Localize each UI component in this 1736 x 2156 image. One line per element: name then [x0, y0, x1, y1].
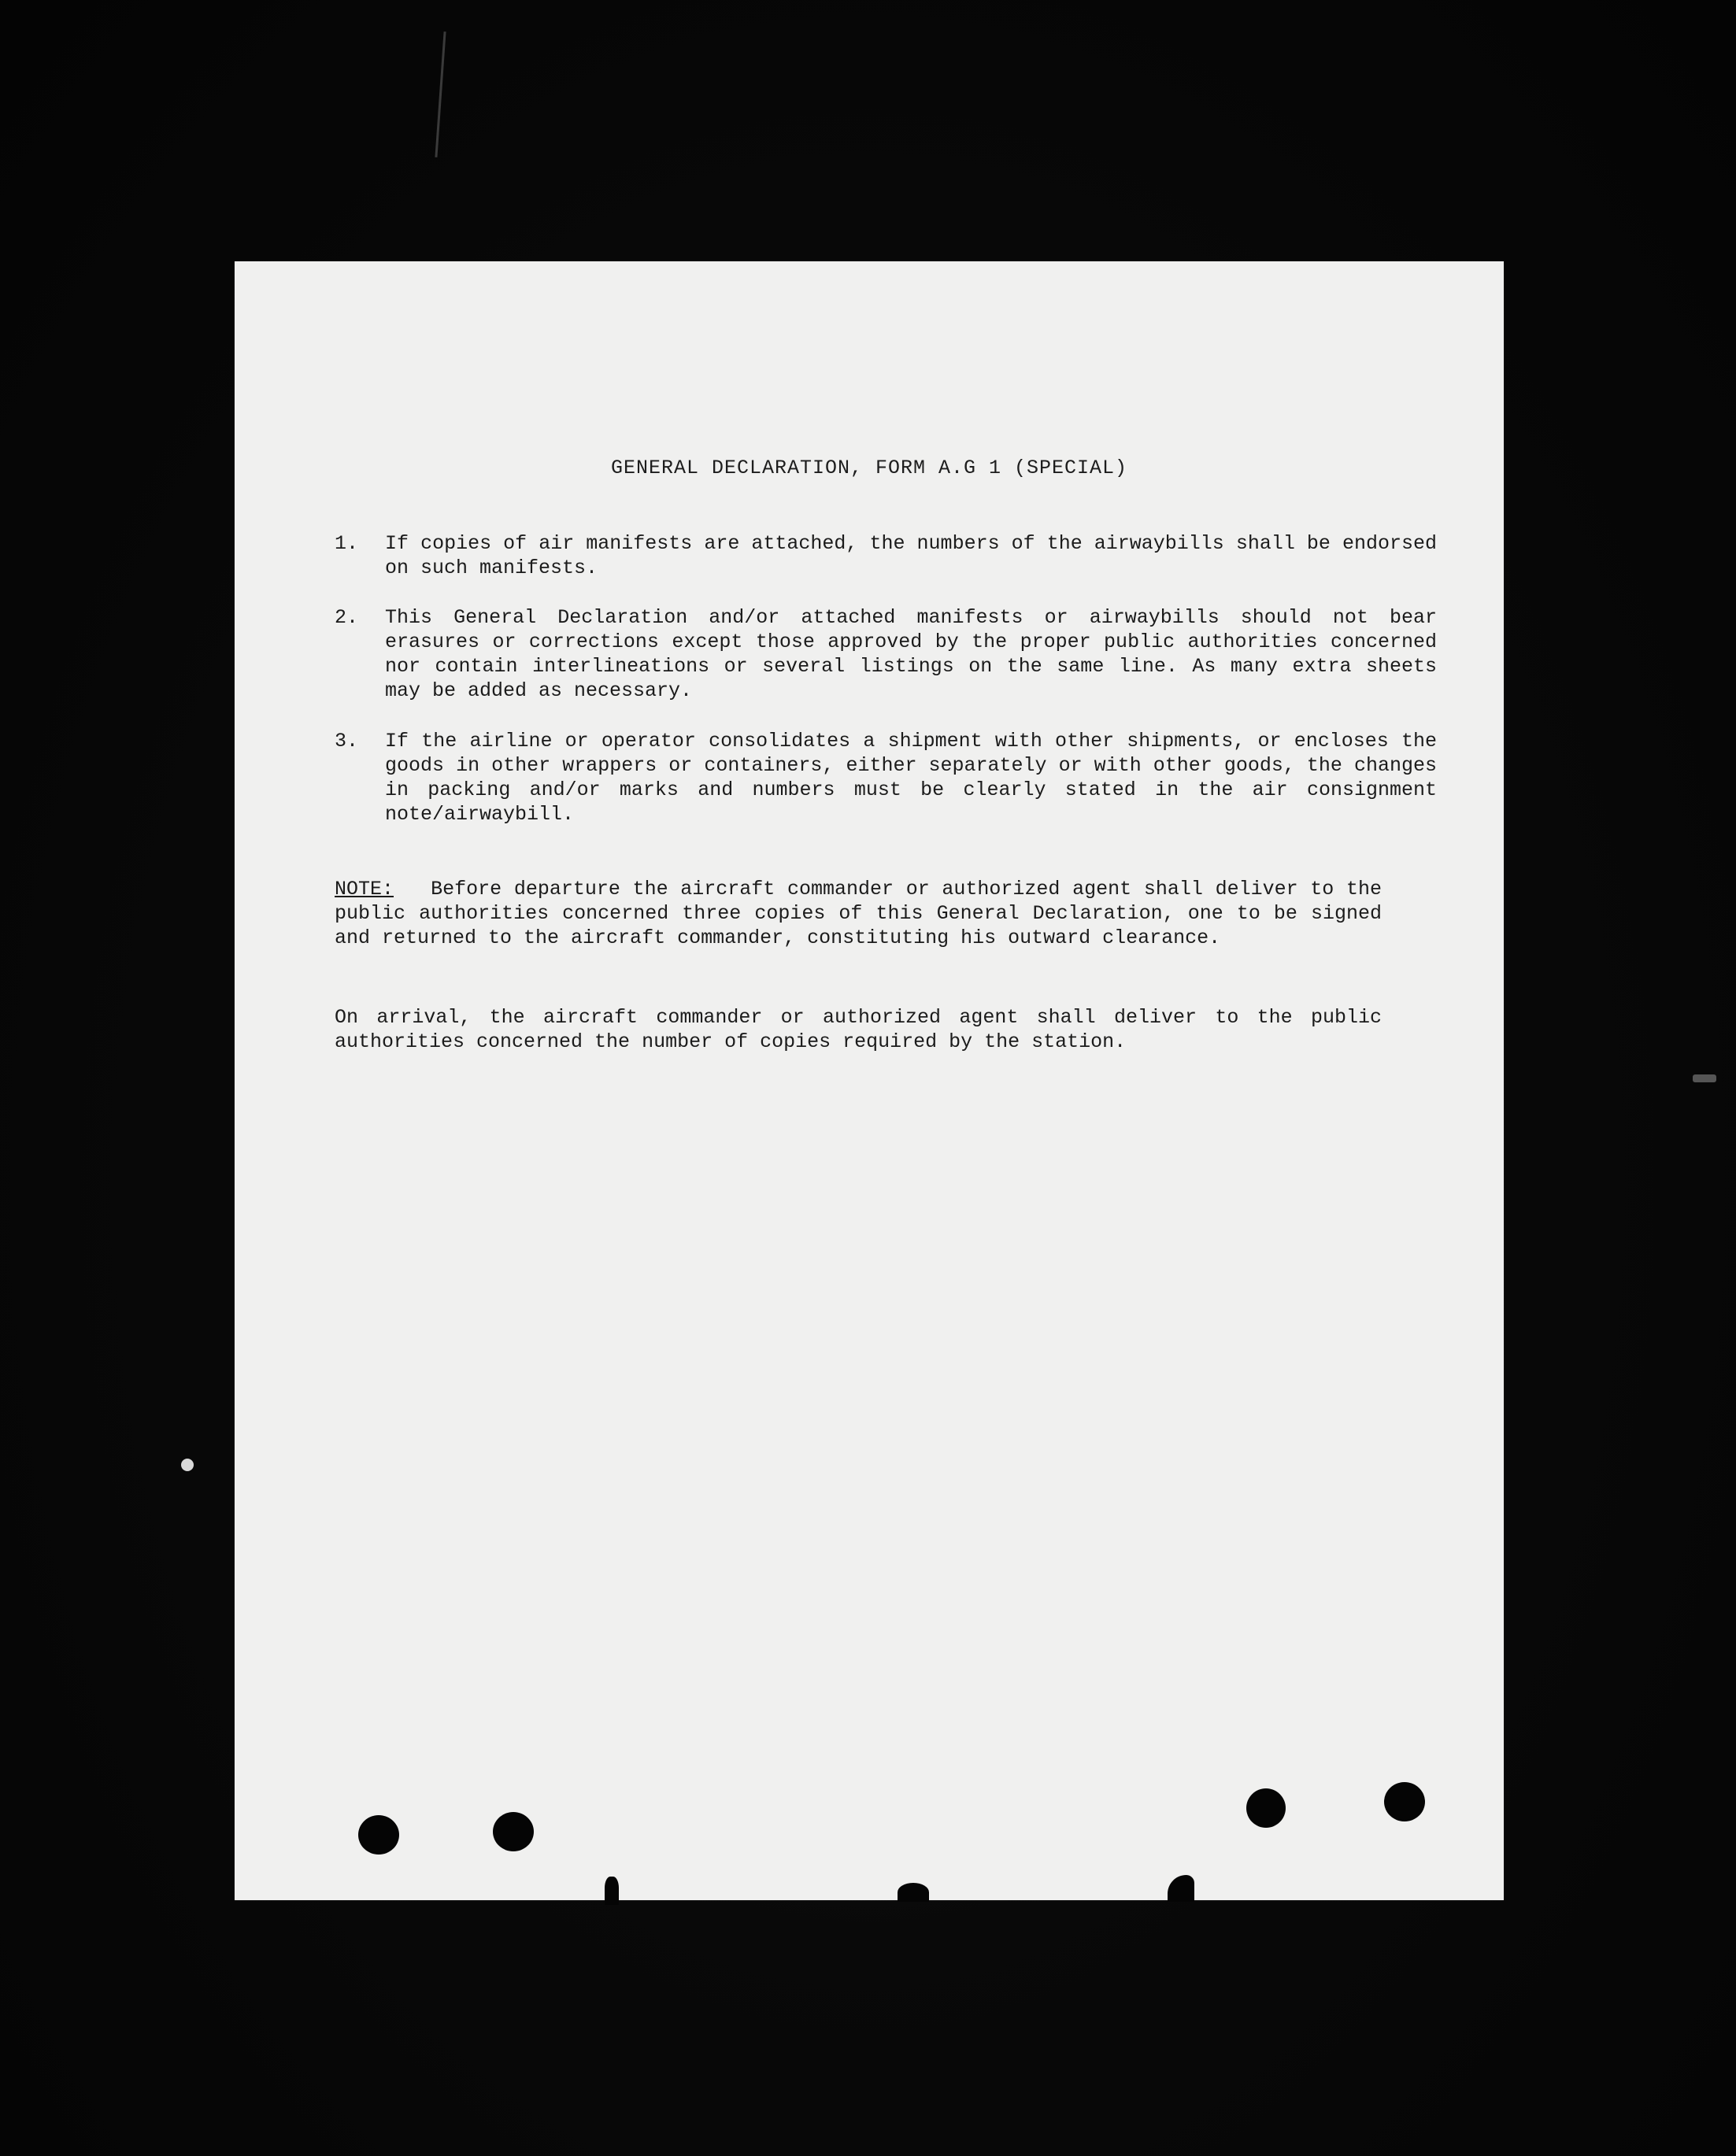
arrival-paragraph: On arrival, the aircraft commander or authorized agent shall deliver to the public authorities concerned the number of copies required by the station. [335, 1006, 1382, 1053]
item-text: This General Declaration and/or attached manifests or airwaybills should not bear erasures or corrections except those approved by the proper public authorities concerned nor contain interlineations or several listings on the same line. As many extra sheets may be added as necessary. [385, 606, 1437, 702]
document-title: GENERAL DECLARATION, FORM A.G 1 (SPECIAL) [610, 457, 1128, 479]
binding-mark [898, 1883, 929, 1902]
item-number: 3. [335, 730, 359, 753]
punch-hole [358, 1815, 399, 1855]
note-paragraph [335, 877, 1382, 950]
list-item [335, 531, 1437, 580]
binding-mark [1168, 1875, 1194, 1902]
item-text: If the airline or operator consolidates a shipment with other shipments, or encloses the goods in other wrappers or containers, either separately or with other goods, the changes in packing and/or marks and numbers must be clearly stated in the air consignment note/airwaybill. [385, 730, 1437, 826]
binding-mark [605, 1877, 619, 1905]
item-number: 2. [335, 606, 359, 629]
item-number: 1. [335, 532, 359, 555]
note-label: NOTE: [335, 878, 394, 900]
film-scratch [435, 31, 446, 157]
item-text: If copies of air manifests are attached, the numbers of the airwaybills shall be endorsed on such manifests. [385, 532, 1437, 579]
punch-hole [493, 1812, 534, 1851]
film-speck [1693, 1074, 1716, 1082]
note-text: Before departure the aircraft commander or authorized agent shall deliver to the public authorities concerned three copies of this General Declaration, one to be signed and returned to the aircraft commander, constituting his outward clearance. [335, 878, 1382, 949]
list-item [335, 605, 1437, 703]
film-speck [181, 1459, 194, 1471]
punch-hole [1384, 1782, 1425, 1821]
list-item [335, 729, 1437, 827]
punch-hole [1246, 1788, 1286, 1828]
document-page [235, 261, 1504, 1900]
